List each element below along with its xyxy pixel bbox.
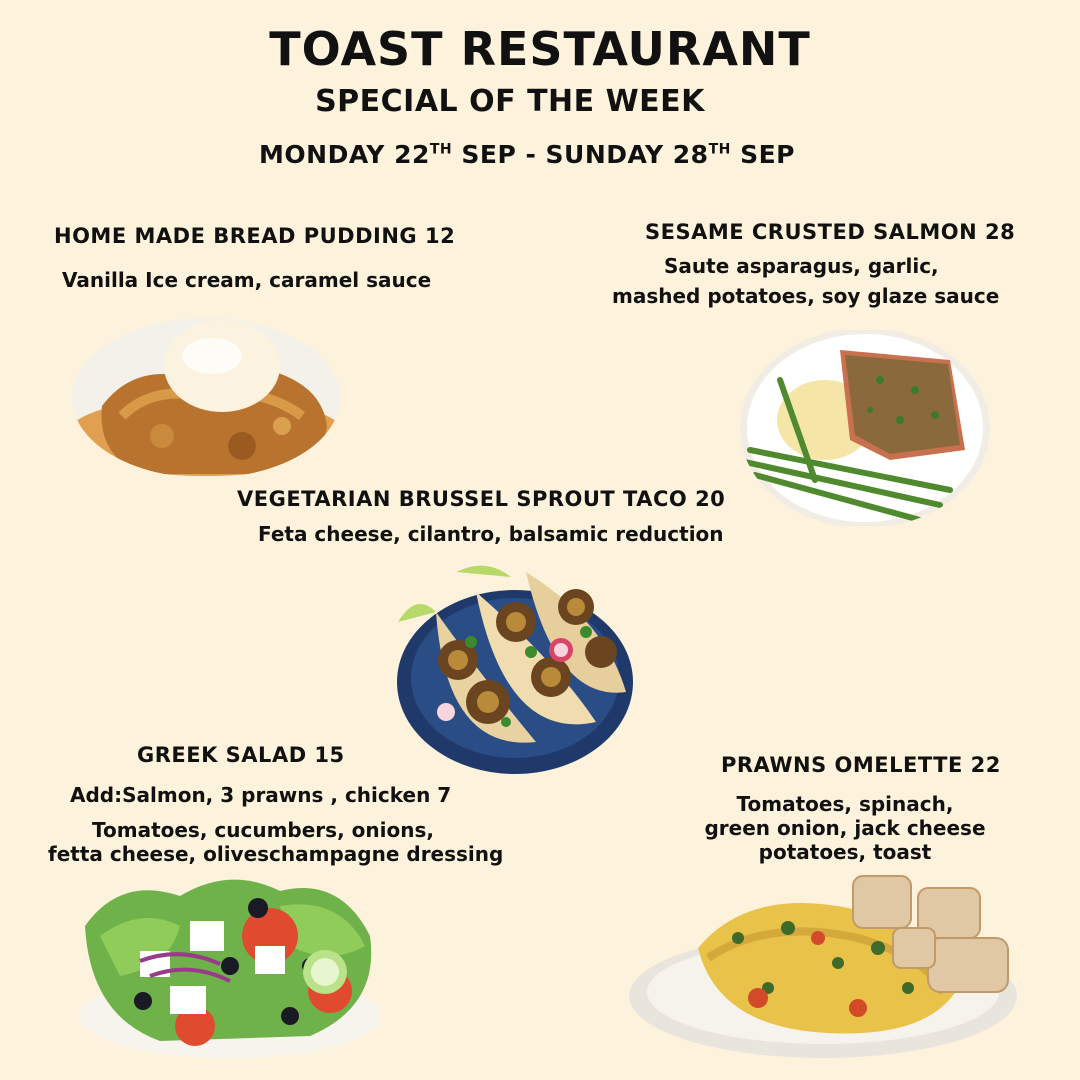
omelette-desc-line3: potatoes, toast (758, 840, 932, 864)
omelette-photo (628, 868, 1018, 1064)
omelette-desc-line2: green onion, jack cheese (704, 816, 986, 840)
greek-salad-desc-line1: Tomatoes, cucumbers, onions, (92, 818, 434, 842)
salmon-desc-line2: mashed potatoes, soy glaze sauce (612, 284, 1000, 308)
restaurant-title: TOAST RESTAURANT (269, 22, 811, 76)
greek-salad-photo (80, 866, 386, 1062)
bread-pudding-desc: Vanilla Ice cream, caramel sauce (62, 268, 432, 292)
bread-pudding-name: HOME MADE BREAD PUDDING 12 (54, 224, 456, 248)
bread-pudding-photo (72, 316, 340, 480)
salmon-desc-line1: Saute asparagus, garlic, (664, 254, 939, 278)
salmon-name: SESAME CRUSTED SALMON 28 (645, 220, 1016, 244)
greek-salad-addon: Add:Salmon, 3 prawns , chicken 7 (70, 783, 452, 807)
taco-photo (396, 552, 634, 774)
omelette-desc-line1: Tomatoes, spinach, (736, 792, 954, 816)
salmon-photo (740, 330, 990, 526)
greek-salad-name: GREEK SALAD 15 (137, 743, 345, 767)
special-subtitle: SPECIAL OF THE WEEK (315, 84, 705, 119)
taco-desc: Feta cheese, cilantro, balsamic reduction (258, 522, 724, 546)
taco-name: VEGETARIAN BRUSSEL SPROUT TACO 20 (237, 487, 726, 511)
date-range: MONDAY 22TH SEP - SUNDAY 28TH SEP (259, 140, 795, 169)
greek-salad-desc-line2: fetta cheese, oliveschampagne dressing (48, 842, 504, 866)
omelette-name: PRAWNS OMELETTE 22 (721, 753, 1001, 777)
